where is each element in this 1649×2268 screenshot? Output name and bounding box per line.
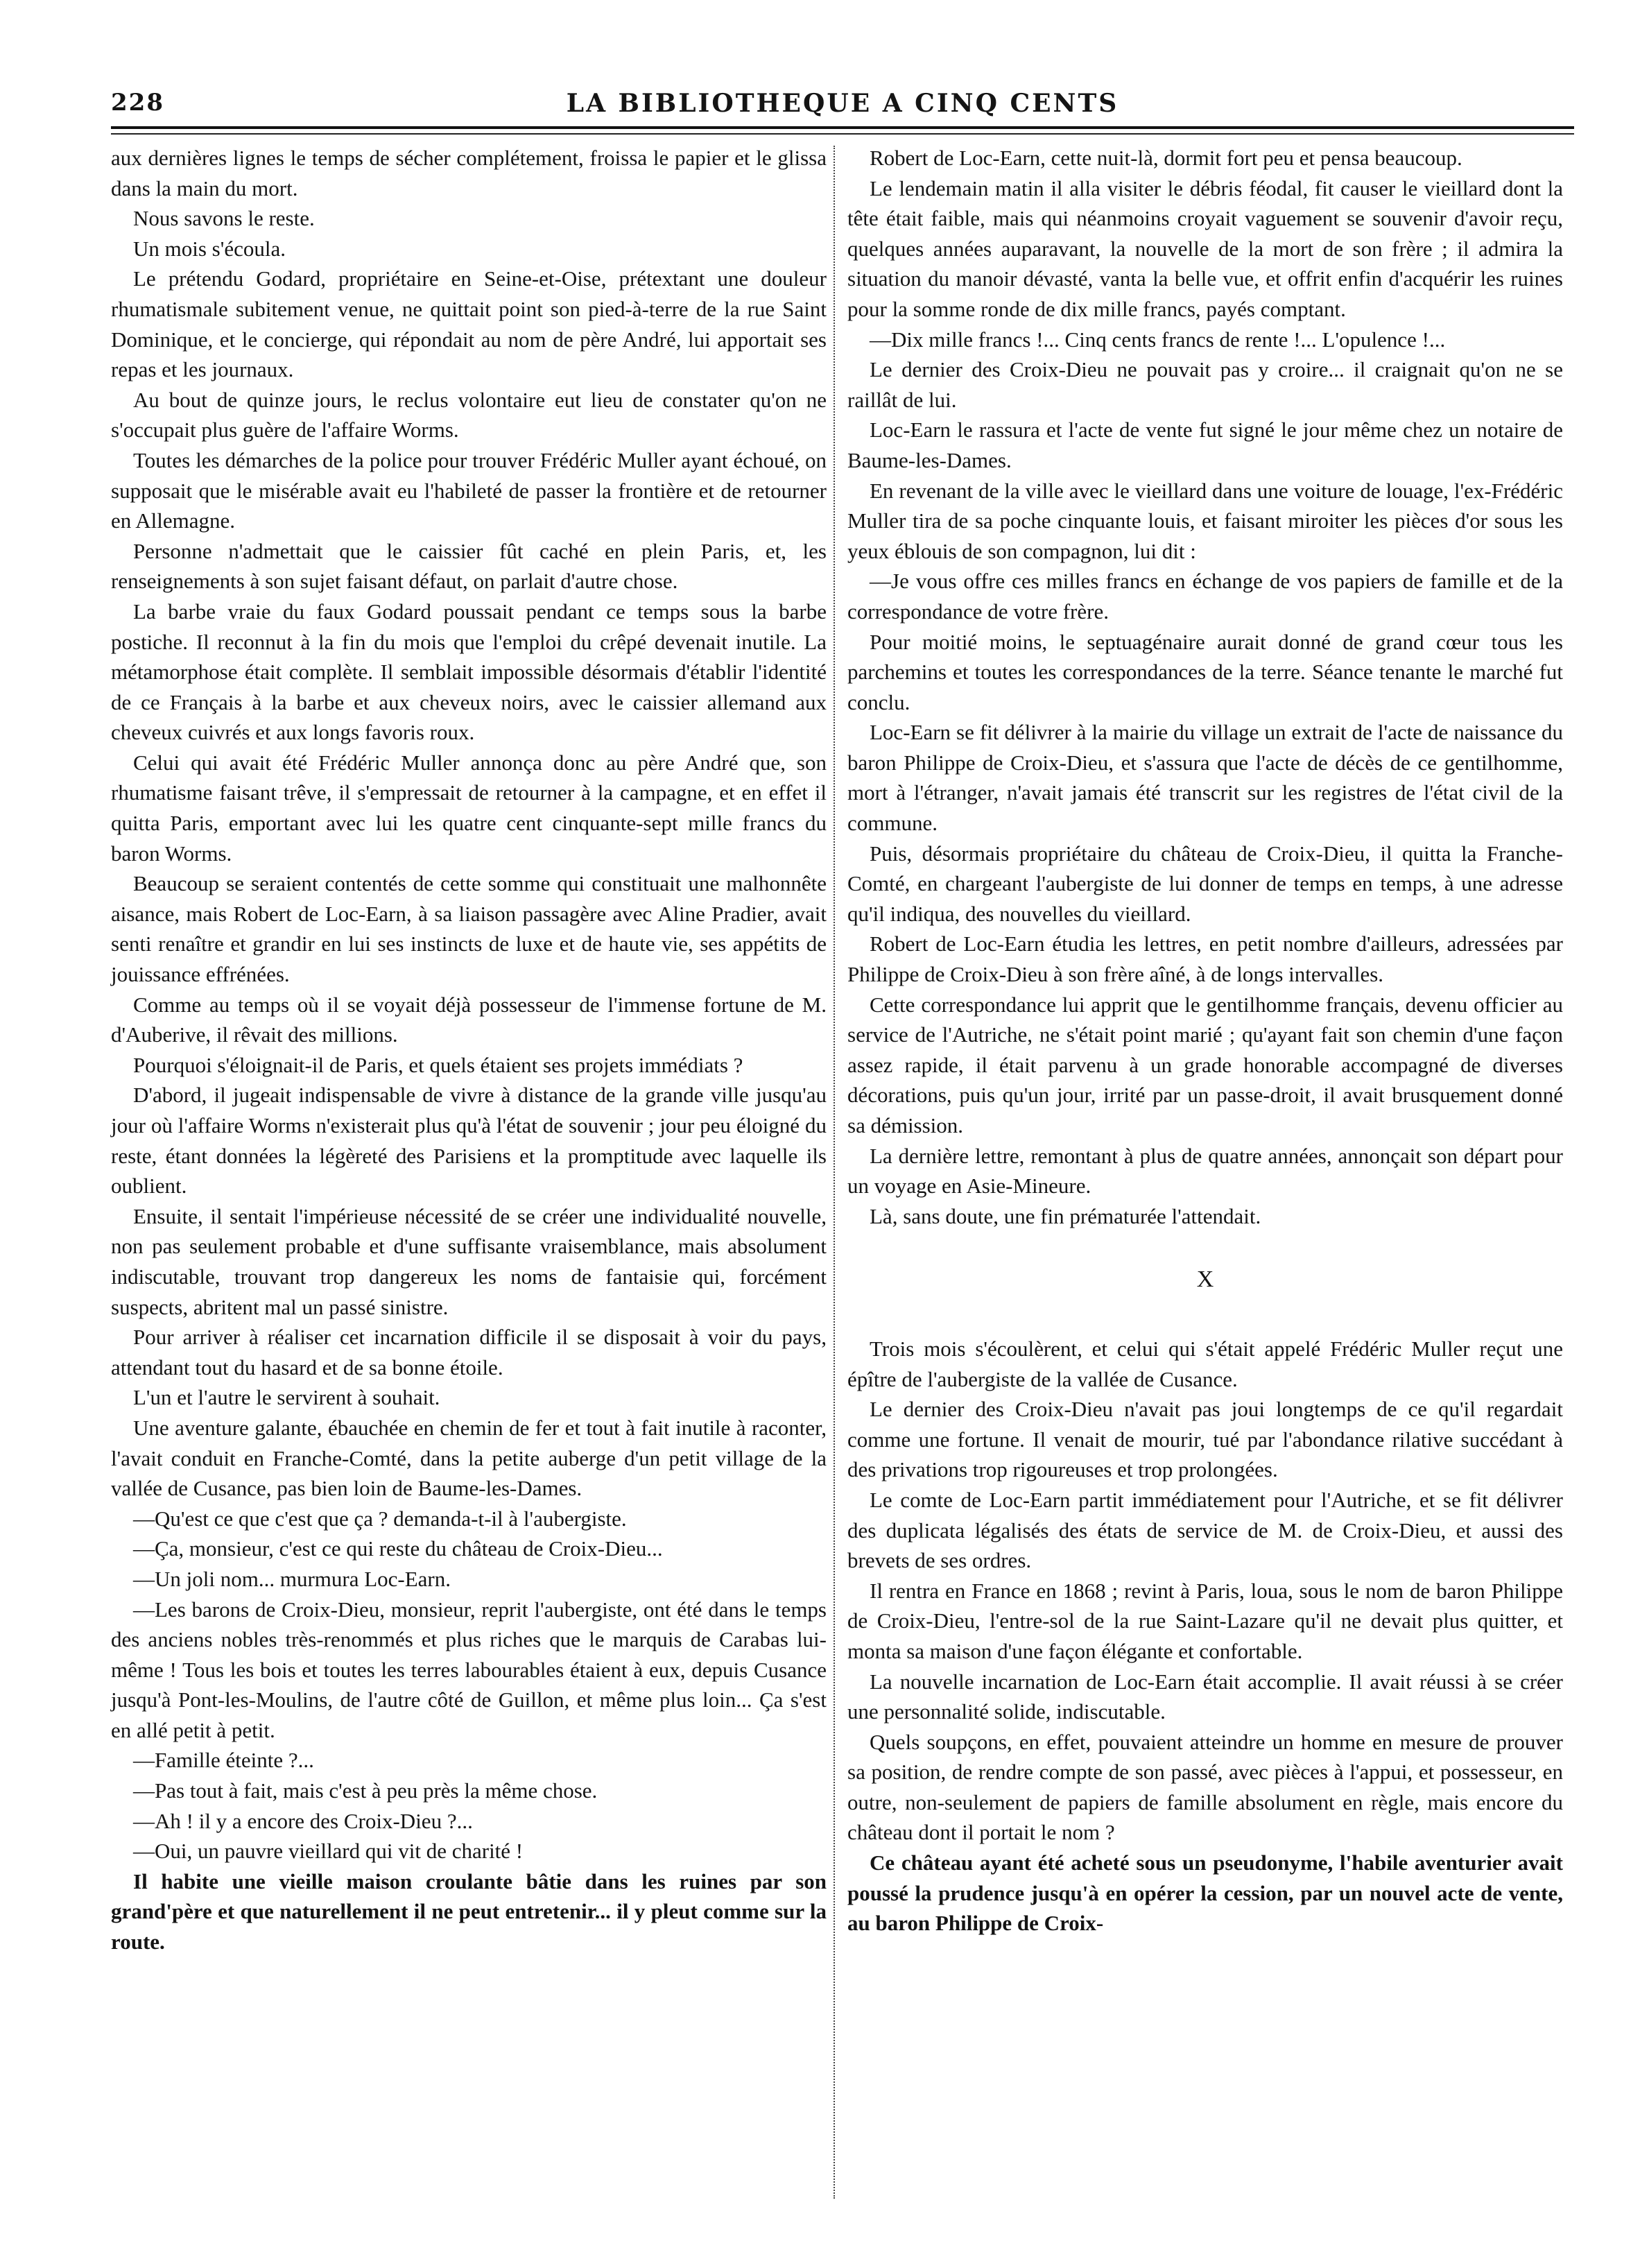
page-header bbox=[111, 89, 1574, 122]
paragraph: —Oui, un pauvre vieillard qui vit de charité ! bbox=[133, 1839, 524, 1864]
paragraph: Le dernier des Croix-Dieu n'avait pas joui longtemps de ce qu'il regardait comme une fortune. Il venait de mourir, tué par l'abondance rilative succédant à des privations trop rigoureuses et trop prolongées. bbox=[847, 1397, 1563, 1482]
paragraph: Ensuite, il sentait l'impérieuse nécessité de se créer une individualité nouvelle, non pas seulement probable et d'une suffisante vraisemblance, mais absolument indiscutable, trouvant trop dangereux les noms de fantaisie qui, forcément suspects, abritent mal un passé sinistre. bbox=[111, 1203, 827, 1319]
paragraph: Une aventure galante, ébauchée en chemin de fer et tout à fait inutile à raconter, l'avait conduit en Franche-Comté, dans la petite auberge d'un petit village de la vallée de Cusance, pas bien loin de Baume-les-Dames. bbox=[111, 1415, 827, 1501]
paragraph: Loc-Earn se fit délivrer à la mairie du village un extrait de l'acte de naissance du baron Philippe de Croix-Dieu, et s'assura que l'acte de décès de ce gentilhomme, mort à l'étranger, n'avait jamais été transcrit sur les registres de l'état civil de la commune. bbox=[847, 720, 1563, 836]
paragraph: —Qu'est ce que c'est que ça ? demanda-t-il à l'aubergiste. bbox=[133, 1506, 627, 1531]
paragraph: —Les barons de Croix-Dieu, monsieur, reprit l'aubergiste, ont été dans le temps des anciens nobles très-renommés et plus riches que le marquis de Carabas lui-même ! Tous les bois et toutes les terres labourables étaient à eux, depuis Cusance jusqu'à Pont-les-Moulins, de l'autre côté de Guillon, et même plus loin... Ça s'est en allé petit à petit. bbox=[111, 1597, 827, 1742]
paragraph: Comme au temps où il se voyait déjà possesseur de l'immense fortune de M. d'Auberive, il rêvait des millions. bbox=[111, 992, 827, 1047]
left-column bbox=[111, 143, 827, 1957]
paragraph: Loc-Earn le rassura et l'acte de vente fut signé le jour même chez un notaire de Baume-les-Dames. bbox=[847, 418, 1563, 472]
paragraph: Il habite une vieille maison croulante bâtie dans les ruines par son grand'père et que naturellement il ne peut entretenir... il y pleut comme sur la route. bbox=[111, 1868, 827, 1955]
paragraph: D'abord, il jugeait indispensable de vivre à distance de la grande ville jusqu'au jour où l'affaire Worms n'existerait plus qu'à l'état de souvenir ; jour peu éloigné du reste, étant données la légèreté des Parisiens et la promptitude avec laquelle ils oublient. bbox=[111, 1083, 827, 1199]
paragraph: L'un et l'autre le servirent à souhait. bbox=[133, 1385, 440, 1410]
paragraph: Beaucoup se seraient contentés de cette somme qui constituait une malhonnête aisance, mais Robert de Loc-Earn, à sa liaison passagère avec Aline Pradier, avait senti renaître et grandir en lui ses instincts de luxe et de haute vie, ses appétits de jouissance effrénées. bbox=[111, 871, 827, 987]
paragraph: Cette correspondance lui apprit que le gentilhomme français, devenu officier au service de l'Autriche, ne s'était point marié ; qu'ayant fait son chemin d'une façon assez rapide, il était parvenu à un grade honorable accompagné de diverses décorations, puis qu'un jour, irrité par un passe-droit, il avait brusquement donné sa démission. bbox=[847, 992, 1563, 1137]
paragraph: Trois mois s'écoulèrent, et celui qui s'était appelé Frédéric Muller reçut une épître de l'aubergiste de la vallée de Cusance. bbox=[847, 1336, 1563, 1391]
paragraph: Toutes les démarches de la police pour trouver Frédéric Muller ayant échoué, on supposait que le misérable avait eu l'habileté de passer la frontière et de retourner en Allemagne. bbox=[111, 447, 827, 533]
paragraph: Il rentra en France en 1868 ; revint à Paris, loua, sous le nom de baron Philippe de Croix-Dieu, l'entre-sol de la rue Saint-Lazare qu'il ne devait plus quitter, et monta sa maison d'une façon élégante et confortable. bbox=[847, 1578, 1563, 1663]
paragraph: —Famille éteinte ?... bbox=[133, 1748, 314, 1773]
paragraph: Pour moitié moins, le septuagénaire aurait donné de grand cœur tous les parchemins et toutes les correspondances de la terre. Séance tenante le marché fut conclu. bbox=[847, 629, 1563, 714]
paragraph: Robert de Loc-Earn, cette nuit-là, dormit fort peu et pensa beaucoup. bbox=[870, 146, 1462, 170]
paragraph: Quels soupçons, en effet, pouvaient atteindre un homme en mesure de prouver sa position, de rendre compte de son passé, avec pièces à l'appui, et possesseur, en outre, non-seulement de papiers de famille absolument en règle, mais encore du château dont il portait le nom ? bbox=[847, 1729, 1563, 1845]
paragraph: La nouvelle incarnation de Loc-Earn était accomplie. Il avait réussi à se créer une personnalité solide, indiscutable. bbox=[847, 1669, 1563, 1724]
paragraph: Puis, désormais propriétaire du château de Croix-Dieu, il quitta la Franche-Comté, en chargeant l'aubergiste de lui donner de temps en temps, à une adresse qu'il indiqua, des nouvelles du vieillard. bbox=[847, 841, 1563, 926]
paragraph: Pour arriver à réaliser cet incarnation difficile il se disposait à voir du pays, attendant tout du hasard et de sa bonne étoile. bbox=[111, 1325, 827, 1380]
paragraph: —Un joli nom... murmura Loc-Earn. bbox=[133, 1566, 451, 1591]
paragraph: Ce château ayant été acheté sous un pseudonyme, l'habile aventurier avait poussé la prudence jusqu'à en opérer la cession, par un nouvel acte de vente, au baron Philippe de Croix- bbox=[847, 1850, 1563, 1936]
paragraph: Le lendemain matin il alla visiter le débris féodal, fit causer le vieillard dont la tête était faible, mais qui néanmoins croyait vaguement se souvenir d'avoir reçu, quelques années auparavant, la nouvelle de la mort de son frère ; il admira la situation du manoir dévasté, vanta la belle vue, et offrit enfin d'acquérir les ruines pour la somme ronde de dix mille francs, payés comptant. bbox=[847, 175, 1563, 321]
paragraph: —Pas tout à fait, mais c'est à peu près la même chose. bbox=[133, 1778, 598, 1803]
paragraph: Un mois s'écoula. bbox=[133, 236, 286, 261]
header-rule-thin bbox=[111, 133, 1574, 135]
paragraph: La dernière lettre, remontant à plus de quatre années, annonçait son départ pour un voyage en Asie-Mineure. bbox=[847, 1143, 1563, 1199]
paragraph: Celui qui avait été Frédéric Muller annonça donc au père André que, son rhumatisme faisant trêve, il s'empressait de retourner à la campagne, et en effet il quitta Paris, emportant avec lui les quatre cent cinquante-sept mille francs du baron Worms. bbox=[111, 750, 827, 866]
page-number: 228 bbox=[111, 89, 164, 117]
paragraph: aux dernières lignes le temps de sécher complétement, froissa le papier et le glissa dans la main du mort. bbox=[111, 146, 827, 200]
paragraph: Au bout de quinze jours, le reclus volontaire eut lieu de constater qu'on ne s'occupait plus guère de l'affaire Worms. bbox=[111, 387, 827, 443]
paragraph: —Ça, monsieur, c'est ce qui reste du château de Croix-Dieu... bbox=[133, 1536, 663, 1561]
paragraph: Nous savons le reste. bbox=[133, 206, 315, 231]
paragraph: La barbe vraie du faux Godard poussait pendant ce temps sous la barbe postiche. Il reconnut à la fin du mois que l'emploi du crêpé devenait inutile. La métamorphose était complète. Il semblait impossible désormais d'établir l'identité de ce Français à la barbe et aux cheveux noirs, avec le caissier allemand aux cheveux cuivrés et aux longs favoris roux. bbox=[111, 599, 827, 745]
right-column bbox=[847, 143, 1563, 1939]
running-title: LA BIBLIOTHEQUE A CINQ CENTS bbox=[566, 89, 1119, 118]
paragraph: Le comte de Loc-Earn partit immédiatement pour l'Autriche, et se fit délivrer des duplicata légalisés des états de service de M. de Croix-Dieu, et aussi des brevets de ses ordres. bbox=[847, 1487, 1563, 1573]
column-divider bbox=[834, 146, 835, 2199]
paragraph: Là, sans doute, une fin prématurée l'attendait. bbox=[870, 1203, 1261, 1228]
paragraph: Le prétendu Godard, propriétaire en Seine-et-Oise, prétextant une douleur rhumatismale subitement venue, ne quittait point son pied-à-terre de la rue Saint Dominique, et le concierge, qui répondait au nom de père André, lui apportait ses repas et les journaux. bbox=[111, 266, 827, 382]
paragraph: —Ah ! il y a encore des Croix-Dieu ?... bbox=[133, 1808, 473, 1833]
paragraph: —Je vous offre ces milles francs en échange de vos papiers de famille et de la correspondance de votre frère. bbox=[847, 569, 1563, 624]
chapter-heading: X bbox=[1196, 1266, 1214, 1293]
paragraph: Robert de Loc-Earn étudia les lettres, en petit nombre d'ailleurs, adressées par Philippe de Croix-Dieu à son frère aîné, à de longs intervalles. bbox=[847, 931, 1563, 987]
paragraph: —Dix mille francs !... Cinq cents francs de rente !... L'opulence !... bbox=[870, 327, 1446, 352]
paragraph: Pourquoi s'éloignait-il de Paris, et quels étaient ses projets immédiats ? bbox=[133, 1052, 743, 1077]
paragraph: Le dernier des Croix-Dieu ne pouvait pas y croire... il craignait qu'on ne se raillât de lui. bbox=[847, 357, 1563, 412]
paragraph: Personne n'admettait que le caissier fût caché en plein Paris, et, les renseignements à son sujet faisant défaut, on parlait d'autre chose. bbox=[111, 538, 827, 594]
paragraph: En revenant de la ville avec le vieillard dans une voiture de louage, l'ex-Frédéric Muller tira de sa poche cinquante louis, et faisant miroiter les pièces d'or sous les yeux éblouis de son compagnon, lui dit : bbox=[847, 478, 1563, 563]
header-rule bbox=[111, 126, 1574, 129]
